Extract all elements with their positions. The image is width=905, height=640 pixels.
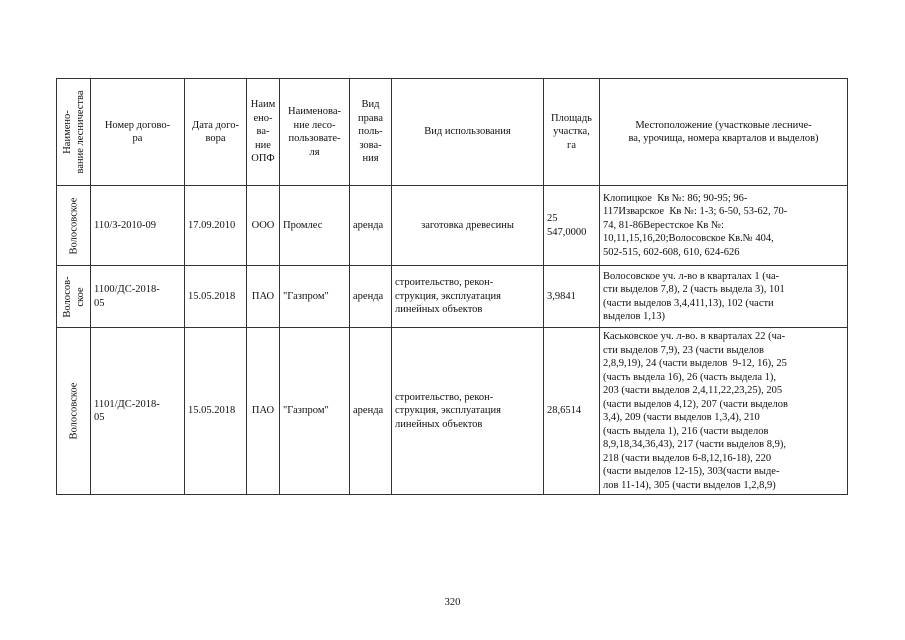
cell-right-type: аренда: [350, 266, 392, 328]
header-contract-number: Номер догово- ра: [91, 79, 185, 186]
header-contract-date: Дата дого- вора: [185, 79, 247, 186]
cell-opf: ПАО: [247, 266, 280, 328]
cell-contract-date: 15.05.2018: [185, 266, 247, 328]
cell-usage-type: строительство, рекон- струкция, эксплуатация линейных объектов: [392, 328, 544, 495]
cell-contract-date: 17.09.2010: [185, 186, 247, 266]
cell-forestry-text: Волосов- ское: [61, 275, 86, 318]
cell-area: 28,6514: [544, 328, 600, 495]
cell-forestry: [57, 186, 91, 266]
header-forestry-text: Наимено- вание лесничества: [61, 90, 86, 174]
table-row: [57, 266, 848, 328]
cell-contract-number: 1101/ДС-2018- 05: [91, 328, 185, 495]
header-user-name: Наименова- ние лесо- пользовате- ля: [280, 79, 350, 186]
cell-location: Каськовское уч. л-во. в кварталах 22 (ча- сти выделов 7,9), 23 (части выделов 2,8,9,19), 24 (части выделов 9-12, 16), 25 (часть выдела 16), 26 (часть выдела 1), 203 (части выделов 2,4,11,22,23,25), 205 (части выделов 4,12), 207 (части выделов 3,4), 209 (части выделов 1,3,4), 210 (часть выдела 1), 216 (части выделов 8,9,18,34,36,43), 217 (части выделов 8,9), 218 (части выделов 6-8,12,16-18), 220 (части выделов 12-15), 303(части выде- лов 11-14), 305 (части выделов 1,2,8,9): [600, 328, 848, 495]
cell-forestry-text: Волосовское: [68, 197, 79, 254]
cell-contract-number: 1100/ДС-2018- 05: [91, 266, 185, 328]
cell-forestry: [57, 328, 91, 495]
cell-location: Волосовское уч. л-во в кварталах 1 (ча- сти выделов 7,8), 2 (часть выдела 3), 101 (части выделов 3,4,411,13), 102 (части выделов 1,13): [600, 266, 848, 328]
header-location: Местоположение (участковые лесниче- ва, урочища, номера кварталов и выделов): [600, 79, 848, 186]
header-right-type: Вид права поль- зова- ния: [350, 79, 392, 186]
cell-forestry: [57, 266, 91, 328]
cell-opf: ПАО: [247, 328, 280, 495]
cell-usage-type: строительство, рекон- струкция, эксплуатация линейных объектов: [392, 266, 544, 328]
header-area: Площадь участка, га: [544, 79, 600, 186]
cell-forestry-text: Волосовское: [68, 382, 79, 440]
contracts-table: [56, 78, 848, 495]
cell-contract-number: 110/З-2010-09: [91, 186, 185, 266]
table-row: [57, 186, 848, 266]
cell-user-name: "Газпром": [280, 328, 350, 495]
cell-opf: ООО: [247, 186, 280, 266]
cell-contract-date: 15.05.2018: [185, 328, 247, 495]
cell-location: Клопицкое Кв №: 86; 90-95; 96- 117Изварское Кв №: 1-3; 6-50, 53-62, 70- 74, 81-86Верестское Кв №: 10,11,15,16,20;Волосовское Кв.№ 404, 502-515, 602-608, 610, 624-626: [600, 186, 848, 266]
cell-usage-type: заготовка древесины: [392, 186, 544, 266]
cell-area: 25 547,0000: [544, 186, 600, 266]
cell-user-name: "Газпром": [280, 266, 350, 328]
cell-area: 3,9841: [544, 266, 600, 328]
page-number: 320: [444, 597, 461, 608]
header-usage-type: Вид использования: [392, 79, 544, 186]
header-forestry: [57, 79, 91, 186]
cell-right-type: аренда: [350, 186, 392, 266]
cell-right-type: аренда: [350, 328, 392, 495]
header-row: [57, 79, 848, 186]
cell-user-name: Промлес: [280, 186, 350, 266]
header-opf: Наим ено- ва- ние ОПФ: [247, 79, 280, 186]
table-row: [57, 328, 848, 495]
